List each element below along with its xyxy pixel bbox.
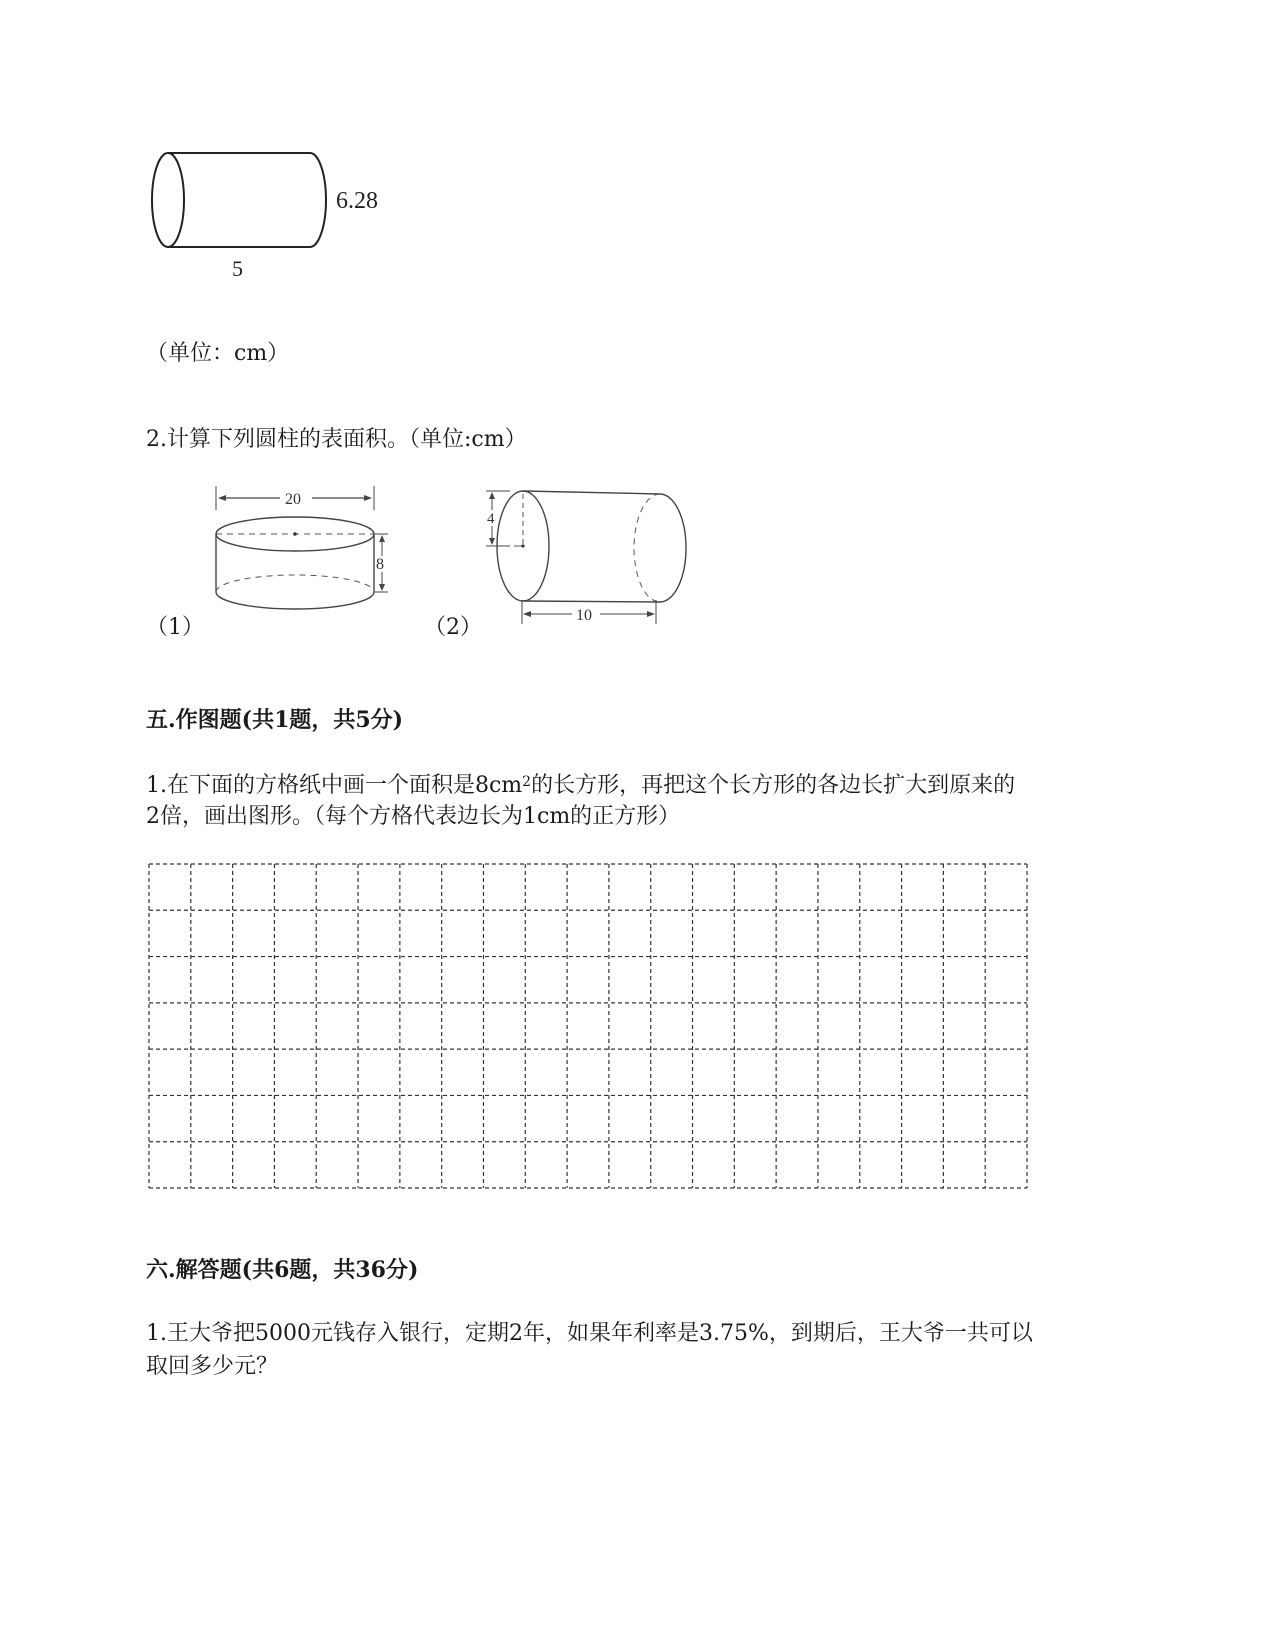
cylinder-figure-1	[140, 140, 400, 290]
figure1-bottom-label: 5	[232, 256, 243, 281]
q1-text-pre: 1.在下面的方格纸中画一个面积是8cm	[146, 773, 523, 798]
fig2-length-label: 10	[576, 607, 592, 624]
section-6-question-1-line-1: 1.王大爷把5000元钱存入银行，定期2年，如果年利率是3.75%，到期后，王大爷一共可以	[146, 1321, 1033, 1346]
q1-superscript: 2	[522, 774, 532, 790]
q1-text-post: 的长方形，再把这个长方形的各边长扩大到原来的	[531, 773, 1016, 798]
section-6-question-1-line-2: 取回多少元？	[146, 1354, 279, 1379]
section-6-heading: 六.解答题(共6题，共36分)	[146, 1257, 419, 1283]
cylinder-figure-upright	[200, 480, 400, 620]
fig2-radius-label: 4	[487, 511, 495, 527]
unit-note: （单位：cm）	[146, 341, 290, 366]
drawing-grid	[147, 862, 1031, 1192]
section-5-question-1-line-2: 2倍，画出图形。（每个方格代表边长为1cm的正方形）	[146, 804, 681, 829]
section-5-question-1-line-1	[146, 770, 1015, 802]
fig1-height-label: 8	[376, 556, 384, 573]
figure1-side-label: 6.28	[336, 188, 378, 214]
fig1-label: （1）	[146, 615, 204, 640]
section-5-heading: 五.作图题(共1题，共5分)	[146, 707, 404, 733]
question-2-prompt: 2.计算下列圆柱的表面积。（单位:cm）	[146, 427, 527, 452]
fig2-label: （2）	[424, 615, 482, 640]
cylinder-figure-horizontal	[480, 482, 700, 632]
fig1-diameter-label: 20	[285, 491, 301, 508]
